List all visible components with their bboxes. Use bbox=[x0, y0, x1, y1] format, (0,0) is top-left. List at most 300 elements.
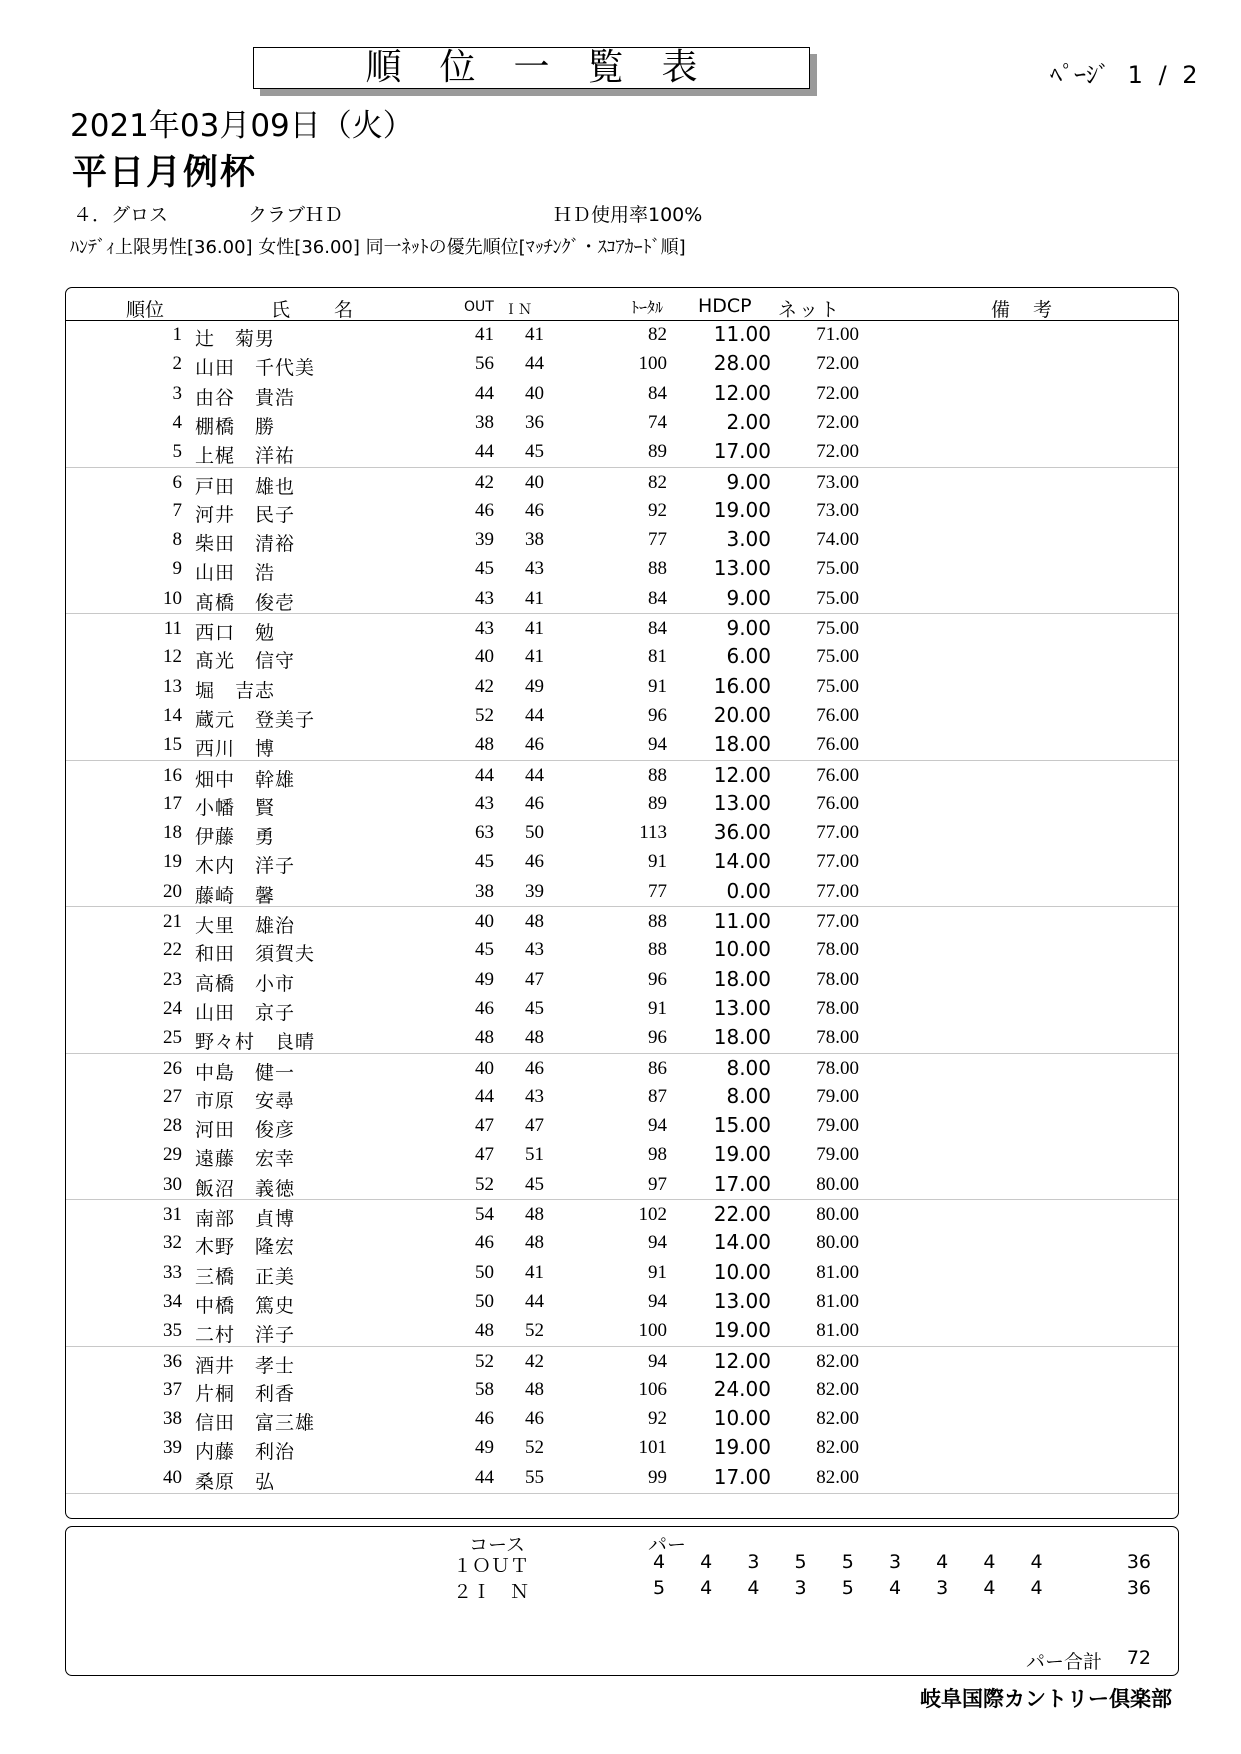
table-row bbox=[66, 847, 1178, 876]
net-score-cell: 78.00 bbox=[816, 968, 859, 990]
handicap-cell: 12.00 bbox=[713, 1348, 771, 1373]
in-score-cell: 44 bbox=[525, 353, 544, 375]
name-cell: 和田 須賀夫 bbox=[195, 944, 316, 966]
par-hole-value: 4 bbox=[983, 1551, 996, 1573]
out-score-cell: 58 bbox=[475, 1378, 494, 1400]
table-row bbox=[66, 1053, 1178, 1083]
in-score-cell: 48 bbox=[525, 1204, 544, 1225]
in-score-cell: 41 bbox=[525, 618, 544, 639]
rank-cell: 13 bbox=[163, 675, 182, 697]
handicap-cell: 13.00 bbox=[713, 790, 771, 815]
rank-cell: 25 bbox=[163, 1027, 182, 1049]
table-row bbox=[66, 1170, 1178, 1199]
net-score-cell: 76.00 bbox=[816, 734, 859, 756]
header-net: ネット bbox=[778, 299, 842, 321]
handicap-cell: 6.00 bbox=[726, 644, 771, 669]
out-score-cell: 38 bbox=[475, 411, 494, 433]
rank-cell: 12 bbox=[163, 646, 182, 668]
handicap-cell: 9.00 bbox=[726, 616, 771, 640]
handicap-cell: 13.00 bbox=[713, 1288, 771, 1313]
header-hdcp: HDCP bbox=[698, 295, 752, 317]
total-score-cell: 96 bbox=[648, 968, 667, 990]
rank-cell: 14 bbox=[163, 704, 182, 726]
in-score-cell: 48 bbox=[525, 1232, 544, 1254]
name-cell: 河井 民子 bbox=[195, 504, 296, 526]
total-score-cell: 77 bbox=[648, 529, 667, 551]
out-score-cell: 44 bbox=[475, 441, 494, 463]
name-cell: 河田 俊彦 bbox=[195, 1120, 296, 1142]
table-row bbox=[66, 1287, 1178, 1316]
table-row bbox=[66, 467, 1178, 497]
table-row bbox=[66, 1346, 1178, 1376]
rank-cell: 21 bbox=[163, 911, 182, 932]
rank-cell: 37 bbox=[163, 1378, 182, 1400]
net-score-cell: 76.00 bbox=[816, 764, 859, 786]
handicap-cell: 10.00 bbox=[713, 1259, 771, 1284]
in-score-cell: 52 bbox=[525, 1437, 544, 1459]
handicap-cell: 10.00 bbox=[713, 1406, 771, 1431]
rank-cell: 23 bbox=[163, 968, 182, 990]
handicap-cell: 11.00 bbox=[713, 322, 771, 346]
in-score-cell: 45 bbox=[525, 1173, 544, 1195]
total-score-cell: 100 bbox=[638, 1320, 667, 1342]
name-cell: 髙光 信守 bbox=[195, 651, 296, 673]
rank-cell: 28 bbox=[163, 1115, 182, 1137]
handicap-cell: 3.00 bbox=[726, 527, 771, 552]
total-score-cell: 91 bbox=[648, 675, 667, 697]
handicap-cell: 20.00 bbox=[713, 702, 771, 727]
total-score-cell: 84 bbox=[648, 382, 667, 404]
net-score-cell: 78.00 bbox=[816, 939, 859, 961]
par-hole-value: 3 bbox=[936, 1577, 949, 1599]
name-cell: 野々村 良晴 bbox=[195, 1032, 316, 1054]
table-row bbox=[66, 965, 1178, 994]
total-score-cell: 100 bbox=[638, 353, 667, 375]
table-row bbox=[66, 994, 1178, 1023]
table-row bbox=[66, 437, 1178, 466]
net-score-cell: 80.00 bbox=[816, 1173, 859, 1195]
in-score-cell: 45 bbox=[525, 441, 544, 463]
net-score-cell: 74.00 bbox=[816, 529, 859, 551]
total-score-cell: 77 bbox=[648, 880, 667, 902]
table-row bbox=[66, 584, 1178, 613]
name-cell: 小幡 賢 bbox=[195, 797, 276, 819]
out-score-cell: 39 bbox=[475, 529, 494, 551]
in-score-cell: 41 bbox=[525, 324, 544, 345]
rank-cell: 19 bbox=[163, 851, 182, 873]
total-score-cell: 101 bbox=[638, 1437, 667, 1459]
in-score-cell: 43 bbox=[525, 939, 544, 961]
name-cell: 南部 貞博 bbox=[195, 1209, 296, 1230]
rank-cell: 16 bbox=[163, 764, 182, 786]
rank-cell: 40 bbox=[163, 1466, 182, 1488]
rank-cell: 5 bbox=[172, 441, 182, 463]
par-course-total: 36 bbox=[1126, 1577, 1151, 1599]
in-score-cell: 41 bbox=[525, 646, 544, 668]
handicap-cell: 2.00 bbox=[726, 409, 771, 434]
rank-cell: 27 bbox=[163, 1085, 182, 1107]
net-score-cell: 77.00 bbox=[816, 880, 859, 902]
out-score-cell: 45 bbox=[475, 939, 494, 961]
in-score-cell: 44 bbox=[525, 764, 544, 786]
handicap-cell: 19.00 bbox=[713, 1435, 771, 1460]
name-cell: 酒井 孝士 bbox=[195, 1355, 296, 1377]
net-score-cell: 75.00 bbox=[816, 675, 859, 697]
total-score-cell: 96 bbox=[648, 1027, 667, 1049]
par-hole-value: 4 bbox=[1030, 1577, 1043, 1599]
rank-cell: 35 bbox=[163, 1320, 182, 1342]
handicap-cell: 9.00 bbox=[726, 469, 771, 494]
rank-cell: 2 bbox=[172, 353, 182, 375]
name-cell: 柴田 清裕 bbox=[195, 534, 296, 556]
out-score-cell: 52 bbox=[475, 704, 494, 726]
in-score-cell: 51 bbox=[525, 1144, 544, 1166]
header-name: 氏 名 bbox=[271, 299, 356, 321]
table-row bbox=[66, 1228, 1178, 1257]
out-score-cell: 47 bbox=[475, 1144, 494, 1166]
par-hole-value: 3 bbox=[888, 1551, 902, 1573]
in-score-cell: 46 bbox=[525, 792, 544, 814]
out-score-cell: 45 bbox=[475, 558, 494, 580]
rank-cell: 8 bbox=[172, 529, 182, 551]
rank-cell: 4 bbox=[172, 411, 182, 433]
net-score-cell: 82.00 bbox=[816, 1437, 859, 1459]
page-current: 1 bbox=[1127, 61, 1143, 89]
name-cell: 棚橋 勝 bbox=[195, 416, 276, 438]
total-score-cell: 97 bbox=[648, 1173, 667, 1195]
handicap-cell: 18.00 bbox=[713, 1025, 771, 1050]
net-score-cell: 76.00 bbox=[816, 792, 859, 814]
handicap-cell: 15.00 bbox=[713, 1113, 771, 1138]
par-hole-value: 5 bbox=[652, 1577, 666, 1599]
net-score-cell: 78.00 bbox=[816, 1027, 859, 1049]
net-score-cell: 81.00 bbox=[816, 1290, 859, 1312]
total-score-cell: 91 bbox=[648, 997, 667, 1019]
out-score-cell: 42 bbox=[475, 675, 494, 697]
results-table bbox=[65, 287, 1179, 1519]
event-date: 2021年03月09日（火） bbox=[70, 108, 414, 144]
name-cell: 木内 洋子 bbox=[195, 856, 296, 878]
handicap-cell: 13.00 bbox=[713, 556, 771, 581]
name-cell: 信田 富三雄 bbox=[195, 1413, 316, 1435]
out-score-cell: 43 bbox=[475, 587, 494, 609]
rank-cell: 38 bbox=[163, 1408, 182, 1430]
page-total: 2 bbox=[1182, 61, 1198, 89]
table-row bbox=[66, 1316, 1178, 1345]
table-row bbox=[66, 672, 1178, 701]
handicap-cell: 17.00 bbox=[713, 1464, 771, 1489]
net-score-cell: 80.00 bbox=[816, 1232, 859, 1254]
net-score-cell: 75.00 bbox=[816, 587, 859, 609]
total-score-cell: 82 bbox=[648, 324, 667, 345]
rank-cell: 30 bbox=[163, 1173, 182, 1195]
par-hole-value: 3 bbox=[794, 1577, 807, 1599]
handicap-cell: 12.00 bbox=[713, 762, 771, 787]
par-course-name: ２Ｉ Ｎ bbox=[453, 1581, 530, 1603]
handicap-cell: 16.00 bbox=[713, 673, 771, 698]
in-score-cell: 40 bbox=[525, 471, 544, 493]
par-total-label: パー合計 bbox=[1026, 1651, 1103, 1673]
out-score-cell: 43 bbox=[475, 618, 494, 639]
table-row bbox=[66, 642, 1178, 671]
out-score-cell: 44 bbox=[475, 1466, 494, 1488]
out-score-cell: 47 bbox=[475, 1115, 494, 1137]
total-score-cell: 106 bbox=[638, 1378, 667, 1400]
in-score-cell: 46 bbox=[525, 734, 544, 756]
name-cell: 高橋 小市 bbox=[195, 973, 296, 995]
total-score-cell: 92 bbox=[648, 1408, 667, 1430]
handicap-cell: 12.00 bbox=[713, 380, 771, 405]
header-out: OUT bbox=[464, 299, 494, 315]
total-score-cell: 74 bbox=[648, 411, 667, 433]
rank-cell: 7 bbox=[172, 499, 182, 521]
name-cell: 山田 千代美 bbox=[195, 358, 316, 380]
name-cell: 髙橋 俊壱 bbox=[195, 592, 296, 614]
out-score-cell: 48 bbox=[475, 1320, 494, 1342]
par-hole-value: 4 bbox=[888, 1577, 902, 1599]
table-row bbox=[66, 1199, 1178, 1229]
handicap-cell: 10.00 bbox=[713, 937, 771, 962]
net-score-cell: 79.00 bbox=[816, 1085, 859, 1107]
handicap-cell: 13.00 bbox=[713, 995, 771, 1020]
out-score-cell: 40 bbox=[475, 646, 494, 668]
total-score-cell: 94 bbox=[648, 1232, 667, 1254]
table-row bbox=[66, 1111, 1178, 1140]
table-row bbox=[66, 818, 1178, 847]
par-hole-value: 4 bbox=[747, 1577, 760, 1599]
total-score-cell: 91 bbox=[648, 1261, 667, 1283]
table-row bbox=[66, 613, 1178, 643]
par-hole-value: 4 bbox=[652, 1551, 666, 1573]
par-course-row bbox=[66, 1551, 1178, 1579]
header-rank: 順位 bbox=[126, 299, 165, 321]
total-score-cell: 94 bbox=[648, 1350, 667, 1372]
total-score-cell: 91 bbox=[648, 851, 667, 873]
out-score-cell: 50 bbox=[475, 1290, 494, 1312]
name-cell: 西川 博 bbox=[195, 739, 276, 761]
page-label: ﾍﾟｰｼﾞ bbox=[1050, 61, 1110, 89]
in-score-cell: 46 bbox=[525, 851, 544, 873]
total-score-cell: 88 bbox=[648, 939, 667, 961]
out-score-cell: 40 bbox=[475, 1057, 494, 1079]
total-score-cell: 94 bbox=[648, 1115, 667, 1137]
net-score-cell: 73.00 bbox=[816, 499, 859, 521]
in-score-cell: 48 bbox=[525, 911, 544, 932]
net-score-cell: 76.00 bbox=[816, 704, 859, 726]
in-score-cell: 36 bbox=[525, 411, 544, 433]
total-score-cell: 113 bbox=[639, 822, 667, 844]
table-row bbox=[66, 877, 1178, 906]
net-score-cell: 82.00 bbox=[816, 1408, 859, 1430]
out-score-cell: 63 bbox=[475, 822, 494, 844]
table-row bbox=[66, 760, 1178, 790]
par-course-row bbox=[66, 1577, 1178, 1605]
table-row bbox=[66, 730, 1178, 759]
out-score-cell: 45 bbox=[475, 851, 494, 873]
net-score-cell: 71.00 bbox=[816, 324, 859, 345]
par-hole-value: 3 bbox=[747, 1551, 760, 1573]
name-cell: 山田 京子 bbox=[195, 1002, 296, 1024]
net-score-cell: 82.00 bbox=[816, 1466, 859, 1488]
rank-cell: 20 bbox=[163, 880, 182, 902]
handicap-cell: 14.00 bbox=[713, 849, 771, 874]
out-score-cell: 46 bbox=[475, 499, 494, 521]
in-score-cell: 48 bbox=[525, 1378, 544, 1400]
name-cell: 遠藤 宏幸 bbox=[195, 1149, 296, 1171]
name-cell: 戸田 雄也 bbox=[195, 476, 296, 498]
table-row bbox=[66, 789, 1178, 818]
rank-cell: 18 bbox=[163, 822, 182, 844]
out-score-cell: 44 bbox=[475, 382, 494, 404]
rank-cell: 34 bbox=[163, 1290, 182, 1312]
rank-cell: 10 bbox=[163, 587, 182, 609]
net-score-cell: 77.00 bbox=[816, 851, 859, 873]
out-score-cell: 48 bbox=[475, 1027, 494, 1049]
name-cell: 辻 菊男 bbox=[195, 329, 276, 350]
name-cell: 山田 浩 bbox=[195, 563, 276, 585]
handicap-cell: 18.00 bbox=[713, 966, 771, 991]
header-total: ﾄｰﾀﾙ bbox=[631, 298, 664, 317]
rank-cell: 24 bbox=[163, 997, 182, 1019]
in-score-cell: 46 bbox=[525, 1408, 544, 1430]
in-score-cell: 46 bbox=[525, 499, 544, 521]
out-score-cell: 46 bbox=[475, 1408, 494, 1430]
net-score-cell: 72.00 bbox=[816, 382, 859, 404]
out-score-cell: 50 bbox=[475, 1261, 494, 1283]
rank-cell: 6 bbox=[172, 471, 182, 493]
total-score-cell: 82 bbox=[648, 471, 667, 493]
net-score-cell: 78.00 bbox=[816, 997, 859, 1019]
total-score-cell: 99 bbox=[648, 1466, 667, 1488]
header-in: ＩＮ bbox=[504, 302, 532, 318]
total-score-cell: 89 bbox=[648, 792, 667, 814]
name-cell: 中島 健一 bbox=[195, 1062, 296, 1084]
rank-cell: 17 bbox=[163, 792, 182, 814]
total-score-cell: 84 bbox=[648, 618, 667, 639]
total-score-cell: 94 bbox=[648, 734, 667, 756]
handicap-limits: ﾊﾝﾃﾞｨ上限男性[36.00] 女性[36.00] 同一ﾈｯﾄの優先順位[ﾏｯﾁﾝｸﾞ・ｽｺｱｶｰﾄﾞ順] bbox=[70, 237, 686, 258]
table-row bbox=[66, 554, 1178, 583]
table-row bbox=[66, 408, 1178, 437]
handicap-type: クラブＨＤ bbox=[248, 204, 344, 226]
in-score-cell: 41 bbox=[525, 1261, 544, 1283]
total-score-cell: 94 bbox=[648, 1290, 667, 1312]
table-row bbox=[66, 379, 1178, 408]
document-title: 順位一覧表 bbox=[253, 47, 810, 89]
table-row bbox=[66, 1375, 1178, 1404]
par-par-header: パー bbox=[648, 1534, 687, 1556]
total-score-cell: 88 bbox=[648, 764, 667, 786]
out-score-cell: 42 bbox=[475, 471, 494, 493]
out-score-cell: 46 bbox=[475, 997, 494, 1019]
par-hole-value: 5 bbox=[841, 1577, 854, 1599]
name-cell: 蔵元 登美子 bbox=[195, 709, 316, 731]
out-score-cell: 41 bbox=[475, 324, 494, 345]
total-score-cell: 87 bbox=[648, 1085, 667, 1107]
rank-cell: 15 bbox=[163, 734, 182, 756]
out-score-cell: 49 bbox=[475, 1437, 494, 1459]
out-score-cell: 43 bbox=[475, 792, 494, 814]
table-row bbox=[66, 349, 1178, 378]
par-table bbox=[65, 1526, 1179, 1676]
total-score-cell: 98 bbox=[648, 1144, 667, 1166]
table-row bbox=[66, 1023, 1178, 1052]
net-score-cell: 82.00 bbox=[816, 1350, 859, 1372]
in-score-cell: 47 bbox=[525, 968, 544, 990]
handicap-cell: 24.00 bbox=[713, 1376, 771, 1401]
name-cell: 伊藤 勇 bbox=[195, 827, 276, 849]
out-score-cell: 48 bbox=[475, 734, 494, 756]
total-score-cell: 92 bbox=[648, 499, 667, 521]
net-score-cell: 81.00 bbox=[816, 1320, 859, 1342]
handicap-cell: 18.00 bbox=[713, 732, 771, 757]
total-score-cell: 88 bbox=[648, 558, 667, 580]
par-hole-value: 5 bbox=[794, 1551, 807, 1573]
table-row bbox=[66, 906, 1178, 936]
net-score-cell: 73.00 bbox=[816, 471, 859, 493]
handicap-cell: 14.00 bbox=[713, 1230, 771, 1255]
rank-cell: 33 bbox=[163, 1261, 182, 1283]
table-row bbox=[66, 1404, 1178, 1433]
name-cell: 藤崎 馨 bbox=[195, 885, 276, 907]
in-score-cell: 55 bbox=[525, 1466, 544, 1488]
name-cell: 飯沼 義徳 bbox=[195, 1178, 296, 1200]
par-hole-value: 4 bbox=[700, 1551, 713, 1573]
table-row bbox=[66, 1463, 1178, 1492]
name-cell: 片桐 利香 bbox=[195, 1383, 296, 1405]
handicap-cell: 36.00 bbox=[713, 820, 771, 845]
rank-cell: 11 bbox=[163, 618, 182, 639]
name-cell: 三橋 正美 bbox=[195, 1266, 296, 1288]
par-total-value: 72 bbox=[1126, 1647, 1151, 1669]
par-hole-value: 4 bbox=[1030, 1551, 1043, 1573]
in-score-cell: 45 bbox=[525, 997, 544, 1019]
table-row bbox=[66, 525, 1178, 554]
net-score-cell: 77.00 bbox=[816, 822, 859, 844]
out-score-cell: 40 bbox=[475, 911, 494, 932]
scoring-format: ４．グロス bbox=[73, 204, 169, 226]
handicap-cell: 19.00 bbox=[713, 497, 771, 522]
out-score-cell: 46 bbox=[475, 1232, 494, 1254]
name-cell: 堀 吉志 bbox=[195, 680, 276, 702]
handicap-cell: 17.00 bbox=[713, 439, 771, 464]
out-score-cell: 56 bbox=[475, 353, 494, 375]
handicap-cell: 17.00 bbox=[713, 1171, 771, 1196]
page-indicator bbox=[1050, 55, 1198, 90]
handicap-cell: 9.00 bbox=[726, 585, 771, 610]
competition-name: 平日月例杯 bbox=[72, 153, 258, 193]
out-score-cell: 49 bbox=[475, 968, 494, 990]
in-score-cell: 39 bbox=[525, 880, 544, 902]
table-row bbox=[66, 496, 1178, 525]
rank-cell: 9 bbox=[172, 558, 182, 580]
net-score-cell: 81.00 bbox=[816, 1261, 859, 1283]
club-name: 岐阜国際カントリー倶楽部 bbox=[920, 1687, 1172, 1711]
out-score-cell: 38 bbox=[475, 880, 494, 902]
handicap-cell: 11.00 bbox=[713, 909, 771, 933]
net-score-cell: 72.00 bbox=[816, 441, 859, 463]
in-score-cell: 47 bbox=[525, 1115, 544, 1137]
rank-cell: 22 bbox=[163, 939, 182, 961]
in-score-cell: 42 bbox=[525, 1350, 544, 1372]
par-course-header: コース bbox=[469, 1534, 526, 1556]
table-header-row bbox=[66, 288, 1178, 321]
net-score-cell: 72.00 bbox=[816, 411, 859, 433]
out-score-cell: 52 bbox=[475, 1350, 494, 1372]
rank-cell: 1 bbox=[172, 324, 182, 345]
name-cell: 上梶 洋祐 bbox=[195, 446, 296, 468]
net-score-cell: 75.00 bbox=[816, 646, 859, 668]
